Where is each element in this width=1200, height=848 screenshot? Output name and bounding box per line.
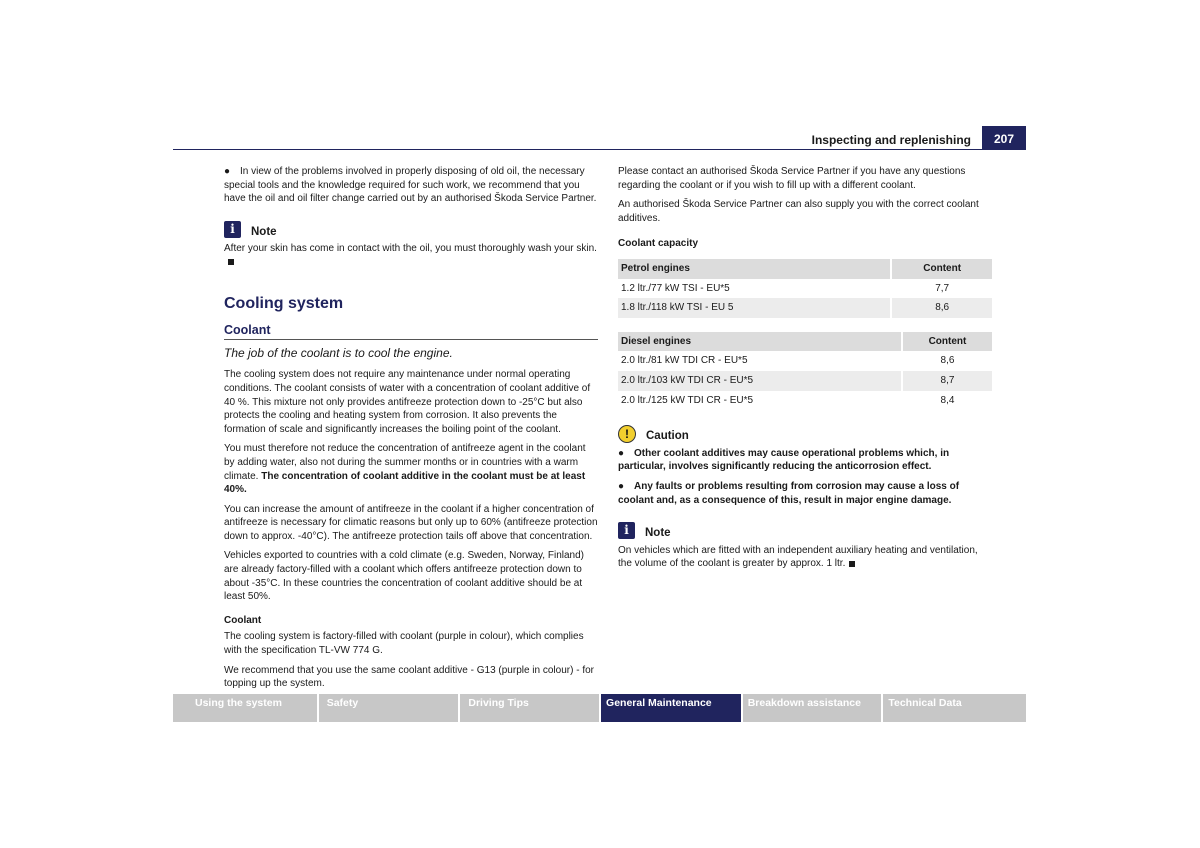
caution-label: Caution (646, 430, 689, 443)
table-row (618, 298, 992, 318)
paragraph: An authorised Škoda Service Partner can also supply you with the correct coolant additives. (618, 199, 979, 224)
petrol-table (618, 259, 992, 318)
section-title: Cooling system (224, 294, 344, 312)
table-cell: 1.2 ltr./77 kW TSI - EU*5 (618, 279, 892, 299)
chapter-title: Inspecting and replenishing (811, 133, 971, 147)
table-cell: 8,6 (892, 298, 992, 318)
table-cell: 8,4 (940, 394, 955, 406)
diesel-table (618, 332, 992, 410)
tab-technical-data[interactable]: Technical Data (883, 694, 1026, 722)
paragraph: You can increase the amount of antifreeze in the coolant if a higher concentration of antifreeze is necessary for climatic reasons but only up to 60% (antifreeze protection down to approx. -40°C). The antifreeze protection tails off above that concentration. (224, 503, 598, 542)
table-cell: 2.0 ltr./81 kW TDI CR - EU*5 (618, 351, 903, 371)
left-column (224, 165, 598, 697)
caution-header (618, 424, 992, 444)
lead-text: The job of the coolant is to cool the engine. (224, 345, 453, 360)
caution-icon: ! (618, 425, 636, 443)
table-header-row (618, 259, 992, 279)
page-number: 207 (982, 126, 1026, 149)
tab-breakdown-assistance[interactable]: Breakdown assistance (743, 694, 882, 722)
note-text: On vehicles which are fitted with an independent auxiliary heating and ventilation, the volume of the coolant is greater by approx. 1 ltr. (618, 544, 978, 570)
paragraph: Vehicles exported to countries with a cold climate (e.g. Sweden, Norway, Finland) are already factory-filled with a coolant which offers antifreeze protection down to about -35°C. In these countries the concentration of coolant additive should be at least 50%. (224, 550, 584, 603)
table-cell: 1.8 ltr./118 kW TSI - EU 5 (618, 298, 892, 318)
note-label: Note (645, 527, 671, 540)
note-label: Note (251, 225, 277, 238)
bullet-icon: ● (618, 447, 625, 459)
chapter-tabs (173, 694, 1026, 722)
table-row (618, 279, 992, 299)
note-header (224, 220, 598, 240)
paragraph: The cooling system is factory-filled with coolant (purple in colour), which complies with the specification TL-VW 774 G. (224, 631, 584, 657)
note-text: After your skin has come in contact with the oil, you must thoroughly wash your skin. (224, 242, 598, 269)
table-row (618, 391, 992, 411)
table-header: Petrol engines (618, 259, 892, 279)
subheading: Coolant (224, 614, 262, 626)
paragraph: The cooling system does not require any maintenance under normal operating conditions. The coolant consists of water with a concentration of coolant additive of 40 %. This mixture not only provides antifreeze protection down to -25°C but also protects the cooling and heating system from corrosion. It also prevents the formation of scale and significantly increases the boiling point of the coolant. (224, 369, 591, 435)
table-row (618, 351, 992, 371)
end-square-icon (849, 561, 855, 567)
tab-safety[interactable]: Safety (319, 694, 459, 722)
paragraph: We recommend that you use the same coolant additive - G13 (purple in colour) - for topping up the system. (224, 664, 594, 690)
tab-general-maintenance[interactable]: General Maintenance (601, 694, 741, 722)
info-icon: i (224, 221, 241, 238)
caution-item: ● Other coolant additives may cause operational problems which, in particular, involves significantly reducing the anticorrosion effect. (618, 447, 950, 473)
table-cell: 2.0 ltr./103 kW TDI CR - EU*5 (618, 371, 903, 391)
right-column (618, 165, 992, 577)
table-cell: 8,7 (903, 371, 992, 391)
subsection-title: Coolant (224, 324, 598, 340)
table-header: Content (903, 332, 992, 352)
tab-using-the-system[interactable]: Using the system (173, 694, 317, 722)
paragraph: Please contact an authorised Škoda Service Partner if you have any questions regarding the coolant or if you wish to fill up with a different coolant. (618, 166, 966, 191)
table-header-row (618, 332, 992, 352)
bold-statement: The concentration of coolant additive in the coolant must be at least 40%. (224, 470, 586, 496)
capacity-heading: Coolant capacity (618, 238, 699, 250)
bullet-icon: ● (224, 166, 231, 177)
page-header (173, 126, 1026, 150)
info-icon: i (618, 522, 635, 539)
caution-item: ● Any faults or problems resulting from corrosion may cause a loss of coolant and, as a consequence of this, result in major engine damage. (618, 480, 960, 506)
table-row (618, 371, 992, 391)
table-cell: 8,6 (940, 355, 955, 367)
table-header: Content (892, 259, 992, 279)
table-header: Diesel engines (618, 332, 903, 352)
paragraph: You must therefore not reduce the concentration of antifreeze agent in the coolant by adding water, also not during the summer months or in countries with a warm climate. The concentration of coolant additive in the coolant must be at least 40%. (224, 443, 586, 496)
bullet-paragraph: ● In view of the problems involved in properly disposing of old oil, the necessary special tools and the knowledge required for such work, we recommend that you have the oil and oil filter change carried out by an authorised Škoda Service Partner. (224, 166, 597, 205)
table-cell: 7,7 (935, 282, 950, 294)
bullet-icon: ● (618, 480, 625, 492)
tab-driving-tips[interactable]: Driving Tips (460, 694, 599, 722)
table-cell: 2.0 ltr./125 kW TDI CR - EU*5 (618, 391, 903, 411)
note-header (618, 521, 992, 541)
end-square-icon (228, 259, 234, 265)
